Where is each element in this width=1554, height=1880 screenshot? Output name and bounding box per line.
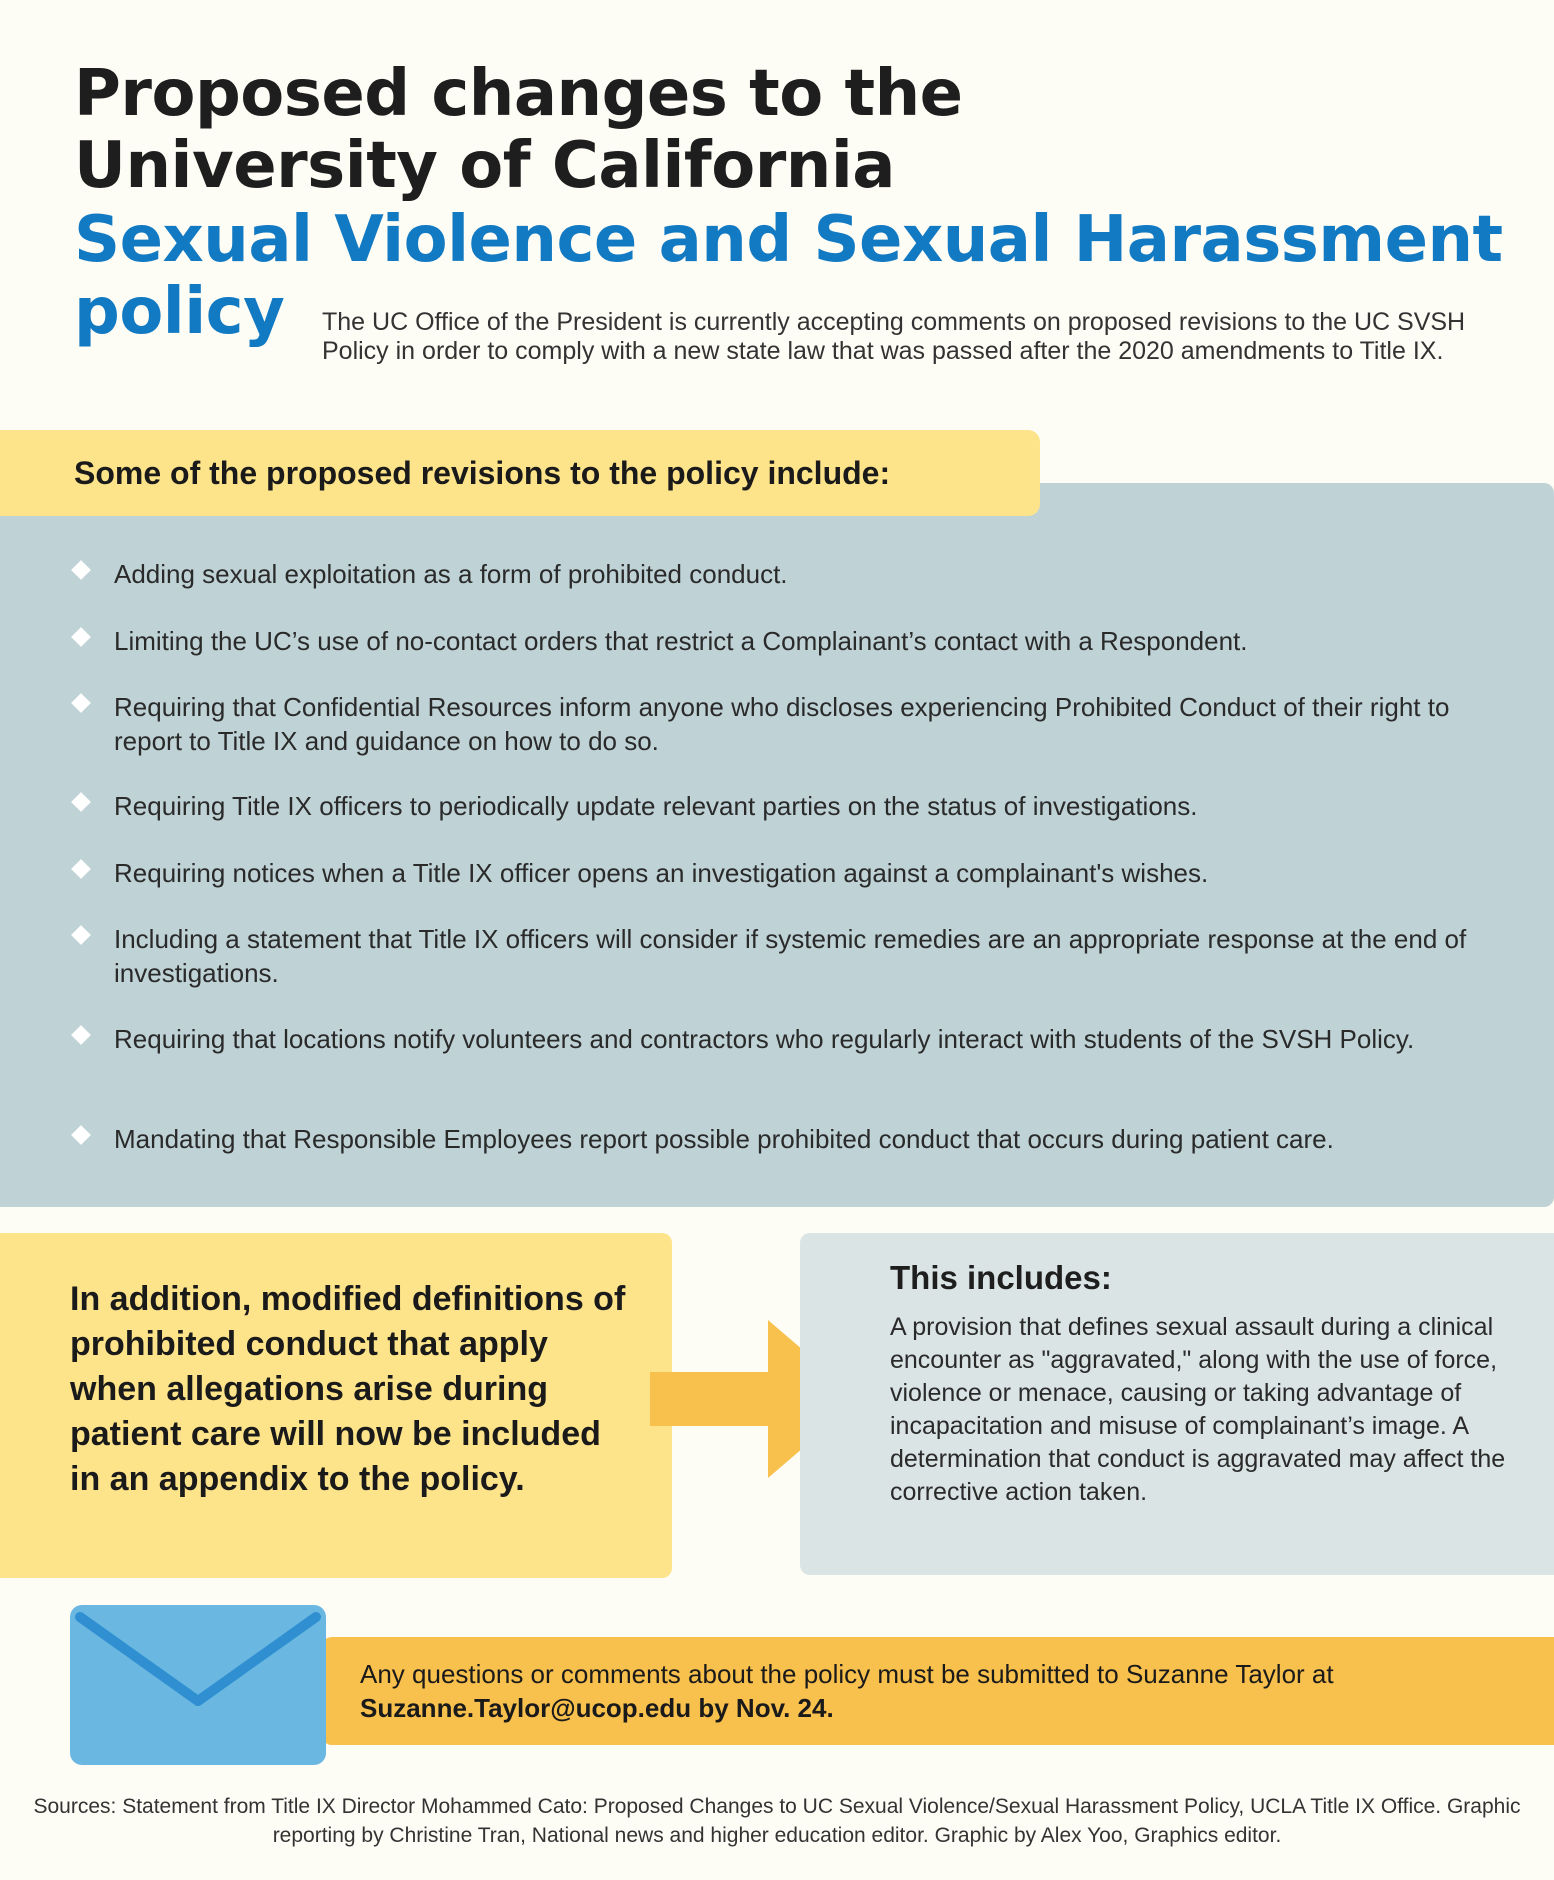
list-item-text: Requiring that locations notify volunteers and contractors who regularly interact with students of the SVSH Policy. [114, 1024, 1415, 1054]
list-item-text: Including a statement that Title IX officers will consider if systemic remedies are an appropriate response at the end of investigations. [114, 924, 1467, 988]
page-title [74, 58, 963, 202]
title-line-2: University of California [74, 129, 895, 203]
title-line-1: Proposed changes to the [74, 57, 963, 131]
list-item-text: Limiting the UC’s use of no-contact orders that restrict a Complainant’s contact with a Respondent. [114, 626, 1248, 656]
list-item-text: Requiring notices when a Title IX officer opens an investigation against a complainant's wishes. [114, 858, 1209, 888]
title-line-4: policy [74, 275, 285, 349]
addition-text: In addition, modified definitions of prohibited conduct that apply when allegations arise during patient care will now be included in an appendix to the policy. [70, 1280, 626, 1498]
list-item-text: Requiring Title IX officers to periodically update relevant parties on the status of investigations. [114, 791, 1198, 821]
contact-email[interactable]: Suzanne.Taylor@ucop.edu by Nov. 24. [360, 1693, 834, 1723]
contact-text [360, 1657, 1510, 1725]
contact-message: Any questions or comments about the policy must be submitted to Suzanne Taylor at [360, 1659, 1334, 1689]
intro-text: The UC Office of the President is currently accepting comments on proposed revisions to the UC SVSH Policy in order to comply with a new state law that was passed after the 2020 amendments to Title IX. [322, 308, 1466, 365]
envelope-icon [68, 1603, 328, 1767]
list-item-text: Requiring that Confidential Resources inform anyone who discloses experiencing Prohibited Conduct of their right to report to Title IX and guidance on how to do so. [114, 692, 1450, 756]
includes-heading: This includes: [890, 1259, 1112, 1296]
list-item-text: Mandating that Responsible Employees report possible prohibited conduct that occurs during patient care. [114, 1124, 1334, 1154]
includes-text: A provision that defines sexual assault during a clinical encounter as "aggravated," along with the use of force, violence or menace, causing or taking advantage of incapacitation and misuse of complainant’s image. A determination that conduct is aggravated may affect the corrective action taken. [890, 1313, 1506, 1506]
title-line-3: Sexual Violence and Sexual Harassment [74, 203, 1503, 277]
sources-credits: Sources: Statement from Title IX Director Mohammed Cato: Proposed Changes to UC Sexual Violence/Sexual Harassment Policy, UCLA Title IX Office. Graphic reporting by Christine Tran, National news and higher education editor. Graphic by Alex Yoo, Graphics editor. [33, 1795, 1521, 1847]
revisions-panel [0, 483, 1554, 1207]
list-item-text: Adding sexual exploitation as a form of prohibited conduct. [114, 559, 788, 589]
revisions-heading: Some of the proposed revisions to the policy include: [74, 455, 891, 491]
